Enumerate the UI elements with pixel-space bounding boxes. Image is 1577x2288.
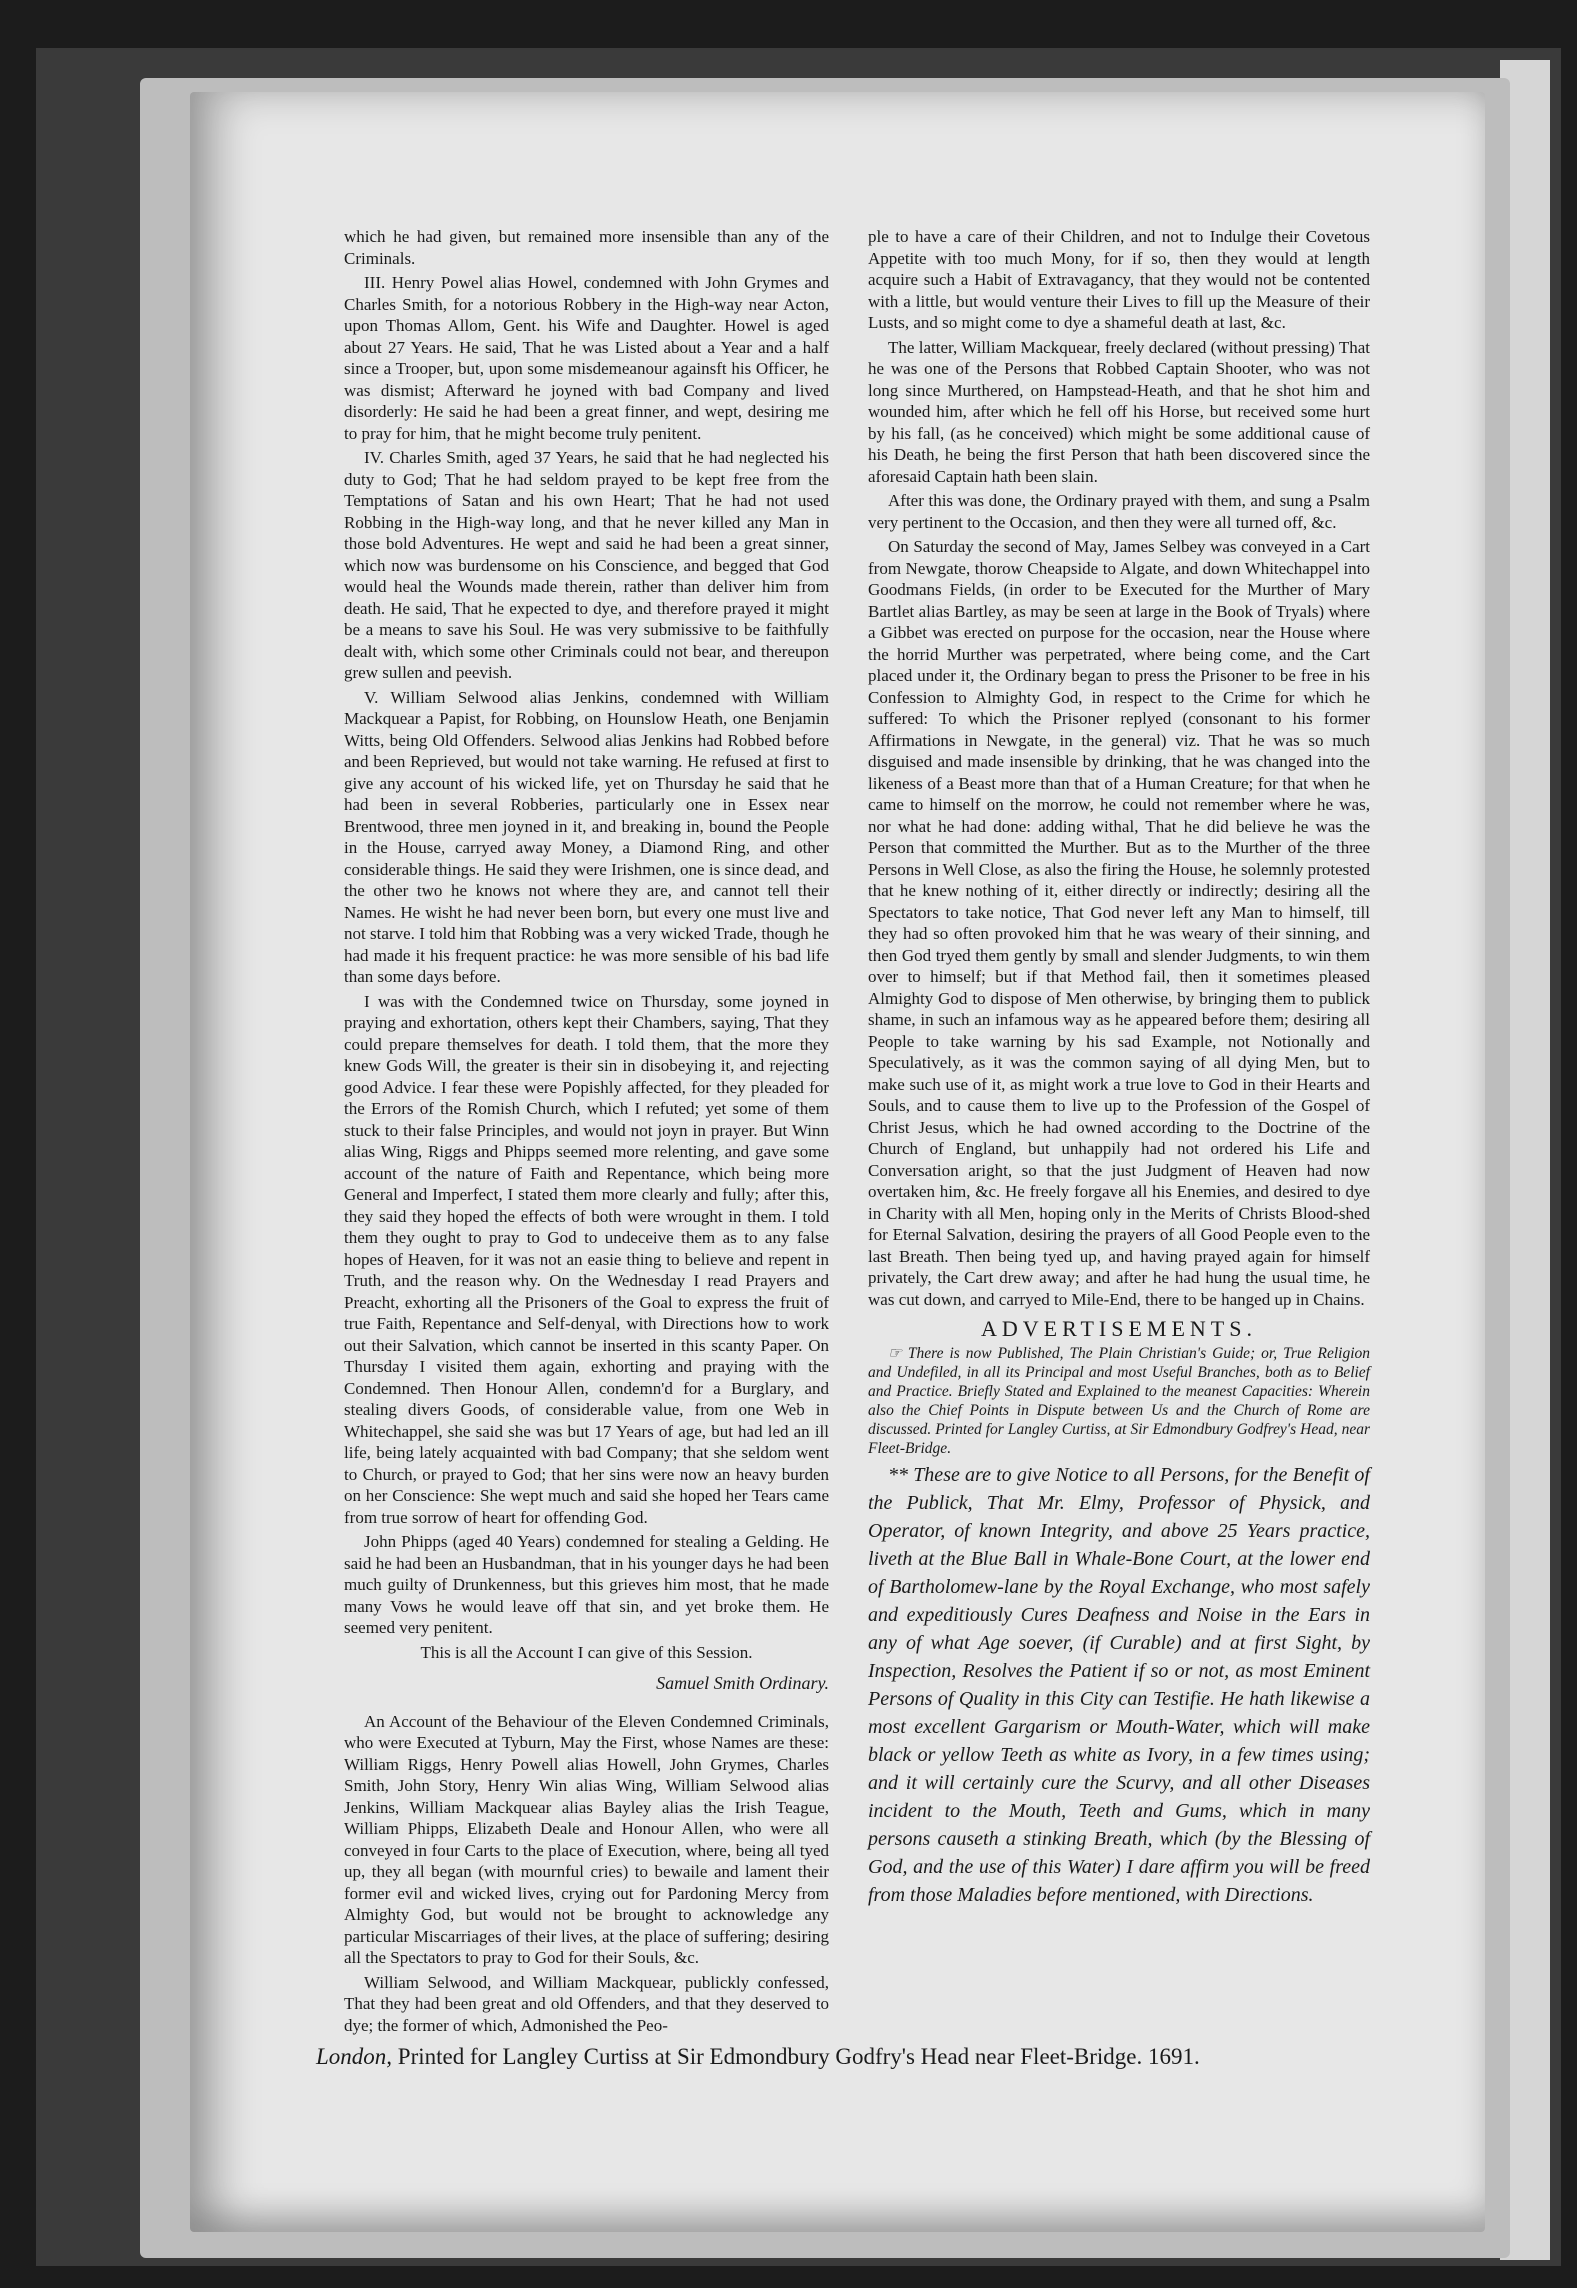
paragraph: III. Henry Powel alias Howel, condemned with John Grymes and Charles Smith, for a notorious Robbery in the High-way near Acton, upon Thomas Allom, Gent. his Wife and Daughter. Howel is aged about 27 Years. He said, That he was Listed about a Year and a half since a Trooper, but, upon some misdemeanour againsft his Officer, he was dismist; Afterward he joyned with bad Company and lived disorderly: He said he had been a great finner, and wept, desiring me to pray for him, that he might become truly penitent. [344, 273, 829, 443]
paragraph: This is all the Account I can give of this Session. [420, 1642, 753, 1662]
paragraph: William Selwood, and William Mackquear, publickly confessed, That they had been great and old Offenders, and that they deserved to dye; the former of which, Admonished the Peo- [344, 1972, 829, 2035]
paragraph: which he had given, but remained more insensible than any of the Criminals. [344, 227, 829, 268]
advertisements-heading: ADVERTISEMENTS. [981, 1316, 1257, 1341]
paragraph: John Phipps (aged 40 Years) condemned for stealing a Gelding. He said he had been an Husbandman, that in his younger days he had been much guilty of Drunkenness, but this grieves him most, that he made many Vows he would leave off that sin, and yet broke them. He seemed very penitent. [344, 1532, 829, 1637]
paragraph: The latter, William Mackquear, freely declared (without pressing) That he was one of the Persons that Robbed Captain Shooter, who was not long since Murthered, on Hampstead-Heath, and that he shot him and wounded him, after which he fell off his Horse, but received some hurt by his fall, (as he conceived) which might be some additional cause of his Death, he being the first Person that hath been discovered since the aforesaid Captain hath been slain. [868, 337, 1370, 486]
asterism-mark: ** [888, 1463, 908, 1486]
advertisement-2 [868, 1461, 1370, 1909]
advertisement-1 [868, 1344, 1370, 1458]
paragraph: An Account of the Behaviour of the Eleven Condemned Criminals, who were Executed at Tyburn, May the First, whose Names are these: William Riggs, Henry Powell alias Howell, John Grymes, Charles Smith, John Story, Henry Win alias Wing, William Selwood alias Jenkins, William Mackquear alias Bayley alias the Irish Teague, William Phipps, Elizabeth Deale and Honour Allen, who were all conveyed in four Carts to the place of Execution, where, being all tyed up, they all began (with mournful cries) to bewaile and lament their former evil and wicked lives, crying out for Pardoning Mercy from Almighty God, but would not be brought to acknowledge any particular Miscarriages of their lives, at the place of suffering; desiring all the Spectators to pray to God for their Souls, &c. [344, 1711, 829, 1967]
pointing-hand-icon: ☞ [888, 1344, 908, 1362]
paragraph: ple to have a care of their Children, and not to Indulge their Covetous Appetite with too much Mony, for if so, then they would at length acquire such a Habit of Extravagancy, that they would not be contented with a little, but would venture their Lives to fill up the Measure of their Lusts, and so might come to dye a shameful death at last, &c. [868, 227, 1370, 332]
paragraph: I was with the Condemned twice on Thursday, some joyned in praying and exhortation, others kept their Chambers, saying, That they could prepare themselves for death. I told them, that the more they knew Gods Will, the greater is their sin in disobeying it, and rejecting good Advice. I fear these were Popishly affected, for they pleaded for the Errors of the Romish Church, which I refuted; yet some of them stuck to their false Principles, and would not joyn in prayer. But Winn alias Wing, Riggs and Phipps seemed more relenting, and gave some account of the nature of Faith and Repentance, which being more General and Imperfect, I stated them more clearly and fully; after this, they said they hoped the effects of both were wrought in them. I told them they ought to pray to God to undeceive them as to any false hopes of Heaven, for it was not an easie thing to believe and repent in Truth, and the reason why. On the Wednesday I read Prayers and Preacht, exhorting all the Prisoners of the Goal to express the fruit of true Faith, Repentance and Self-denyal, with Directions how to work out their Salvation, which cannot be inserted in this scanty Paper. On Thursday I visited them again, exhorting and praying with the Condemned. Then Honour Allen, condemn'd for a Burglary, and stealing divers Goods, of considerable value, from one Web in Whitechappel, she said she was but 17 Years of age, but had led an ill life, being lately acquainted with bad Company; that she seldom went to Church, or prayed to God; that her sins were now an heavy burden on her Conscience: She wept much and said she hoped her Tears came from true sorrow of heart for offending God. [344, 991, 829, 1527]
imprint-line [316, 2044, 1376, 2070]
paragraph: After this was done, the Ordinary prayed with them, and sung a Psalm very pertinent to the Occasion, and then they were all turned off, &c. [868, 491, 1370, 532]
paragraph: V. William Selwood alias Jenkins, condemned with William Mackquear a Papist, for Robbing, on Hounslow Heath, one Benjamin Witts, being Old Offenders. Selwood alias Jenkins had Robbed before and been Reprieved, but would not take warning. He refused at first to give any account of his wicked life, yet on Thursday he said that he had been in several Robberies, particularly one in Essex near Brentwood, three men joyned in it, and breaking in, bound the People in the House, carryed away Money, a Diamond Ring, and other considerable things. He said they were Irishmen, one is since dead, and the other two he knows not where they are, and cannot tell their Names. He wisht he had never been born, but every one must live and not starve. I told him that Robbing was a very wicked Trade, though he had made it his frequent practice: he was more sensible of his bad life than some days before. [344, 687, 829, 986]
imprint-place: London, [316, 2044, 393, 2069]
paragraph: On Saturday the second of May, James Selbey was conveyed in a Cart from Newgate, thorow Cheapside to Algate, and down Whitechappel into Goodmans Fields, (in order to be Executed for the Murther of Mary Bartlet alias Bartley, as may be seen at large in the Book of Tryals) where a Gibbet was erected on purpose for the occasion, near the House where the horrid Murther was perpetrated, where being come, and the Cart placed under it, the Ordinary began to press the Prisoner to be free in his Confession to Almighty God, in respect to the Crime for which he suffered: To which the Prisoner replyed (consonant to his former Affirmations in Newgate, in the general) viz. That he was so much disguised and made insensible by drinking, that he was changed into the likeness of a Beast more than that of a Human Creature; for that when he came to himself on the morrow, he could not remember where he was, nor what he had done: adding withal, That he did believe he was the Person that committed the Murther. But as to the Murther of the three Persons in Well Close, as also the firing the House, he solemnly protested that he knew nothing of it, either directly or indirectly; desiring all the Spectators to take notice, That God never left any Man to himself, till they had so often provoked him that he was weary of their sinning, and then God tryed them gently by small and slender Judgments, to win them over to himself; but if that Method fail, then it sometimes pleased Almighty God to dispose of Men otherwise, by bringing them to publick shame, in such an infamous way as he appeared before them; desiring all People to take warning by his sad Example, not Notionally and Speculatively, as it was the common saying of all dying Men, but to make such use of it, as might work a true love to God in their Hearts and Souls, and to cause them to live up to the Profession of the Gospel of Christ Jesus, which he had owned according to the Doctrine of the Church of England, but unhappily had not ordered his Life and Conversation aright, so that the just Judgment of Heaven had now overtaken him, &c. He freely forgave all his Enemies, and desired to dye in Charity with all Men, hoping only in the Merits of Christs Blood-shed for Eternal Salvation, desiring the prayers of all Good People even to the last Breath. Then being tyed up, and having prayed again for himself privately, the Cart drew away; and after he had hung the usual time, he was cut down, and carryed to Mile-End, there to be hanged up in Chains. [868, 537, 1370, 1309]
advertisement-1-text: There is now Published, The Plain Christian's Guide; or, True Religion and Undefiled, in all its Principal and most Useful Branches, both as to Belief and Practice. Briefly Stated and Explained to the meanest Capacities: Wherein also the Chief Points in Dispute between Us and the Church of Rome are discussed. Printed for Langley Curtiss, at Sir Edmondbury Godfrey's Head, near Fleet-Bridge. [868, 1344, 1370, 1457]
imprint-text: Printed for Langley Curtiss at Sir Edmondbury Godfry's Head near Fleet-Bridge. 1691. [397, 2044, 1200, 2069]
left-column [344, 226, 829, 2039]
signature: Samuel Smith Ordinary. [656, 1673, 829, 1693]
paragraph: IV. Charles Smith, aged 37 Years, he said that he had neglected his duty to God; That he had seldom prayed to be kept free from the Temptations of Satan and his own Heart; That he had not used Robbing in the High-way long, and that he never killed any Man in those bold Adventures. He wept and said he had been a great sinner, which now was burdensome on his Conscience, and begged that God would heal the Wounds made therein, rather than deliver him from death. He said, That he expected to dye, and therefore prayed it might be a means to save his Soul. He was very submissive to be faithfully dealt with, which some other Criminals could not bear, and thereupon grew sullen and peevish. [344, 448, 829, 682]
right-column [868, 226, 1370, 1912]
advertisement-2-text: These are to give Notice to all Persons, for the Benefit of the Publick, That Mr. Elmy, Professor of Physick, and Operator, of known Integrity, and above 25 Years practice, liveth at the Blue Ball in Whale-Bone Court, at the lower end of Bartholomew-lane by the Royal Exchange, who most safely and expeditiously Cures Deafness and Noise in the Ears in any of what Age soever, (if Curable) and at first Sight, by Inspection, Resolves the Patient if so or not, as most Eminent Persons of Quality in this City can Testifie. He hath likewise a most excellent Gargarism or Mouth-Water, which will make black or yellow Teeth as white as Ivory, in a few times using; and it will certainly cure the Scurvy, and all other Diseases incident to the Mouth, Teeth and Gums, which in many persons causeth a stinking Breath, which (by the Blessing of God, and the use of this Water) I dare affirm you will be freed from those Maladies before mentioned, with Directions. [868, 1463, 1370, 1906]
